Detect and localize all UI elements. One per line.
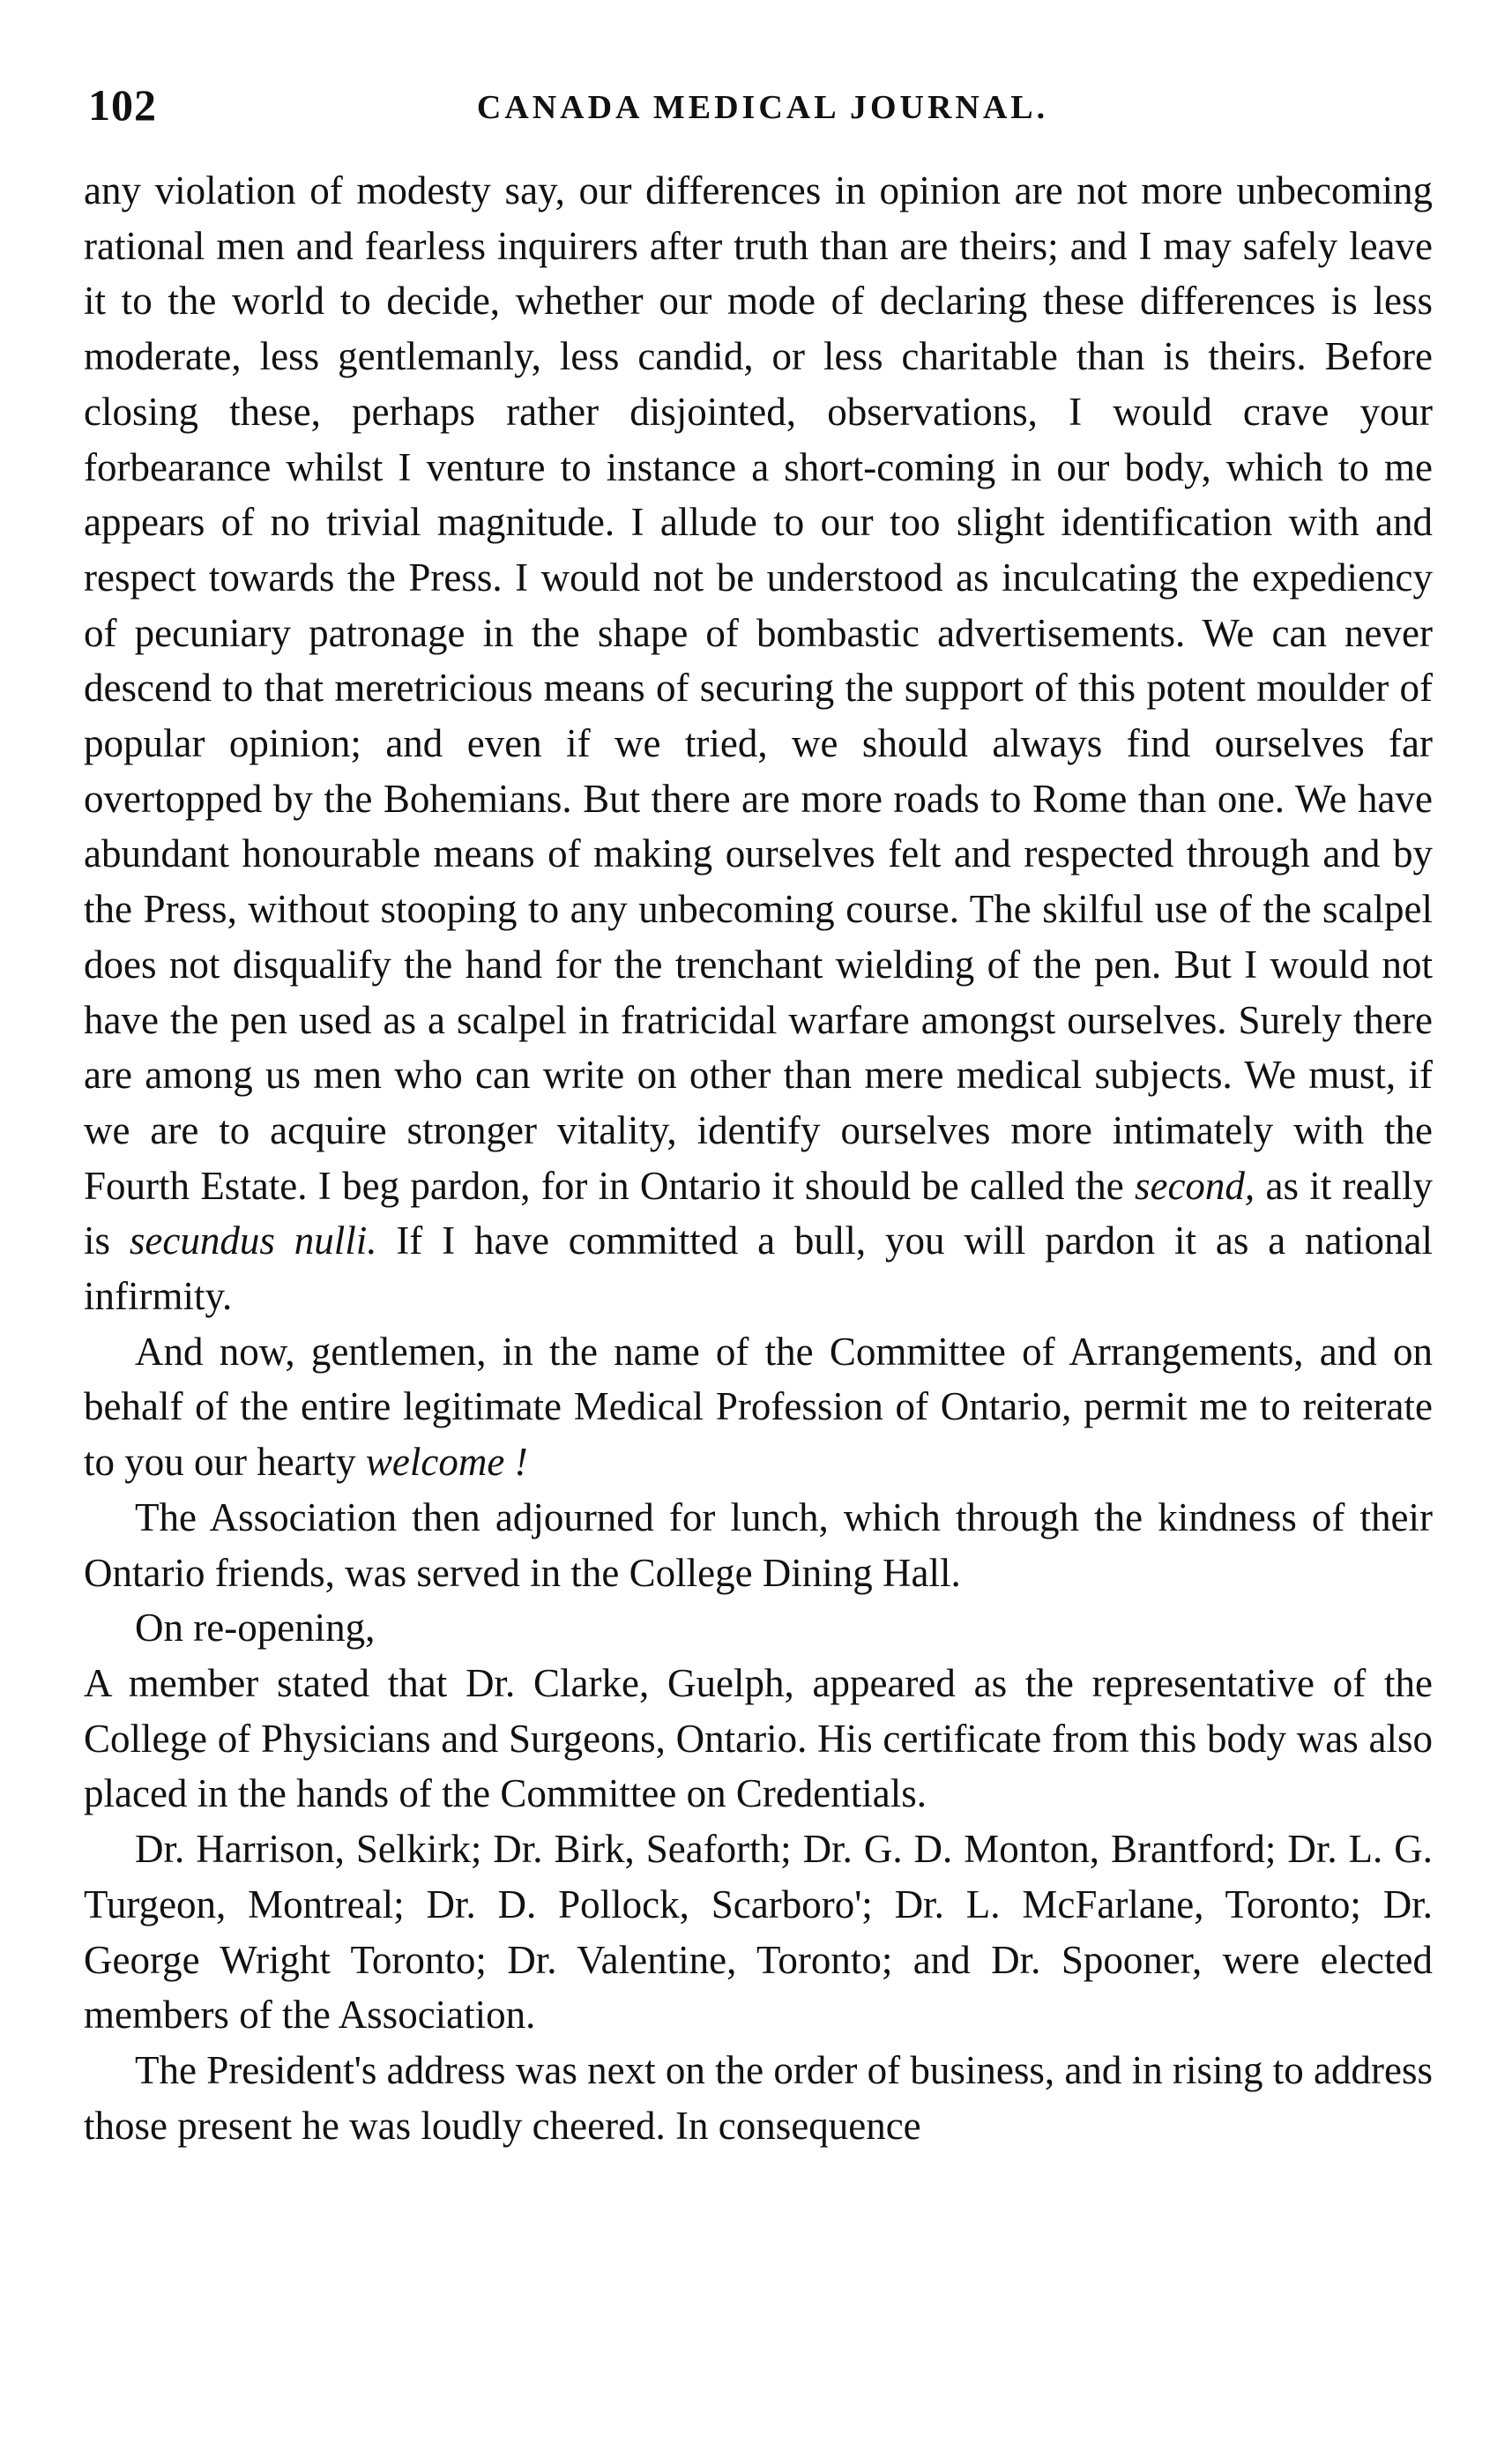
paragraph-presidents-address: The President's address was next on the order of business, and in rising to address those present he was loudly cheered. In consequence: [84, 2047, 1433, 2148]
paragraph-text: any violation of modesty say, our differences in opinion are not more unbecoming rational men and fearless inquirers after truth than are theirs; and I may safely leave it to the world to decide, whether our mode of declaring these differences is less moderate, less gentlemanly, less candid, or less charitable than is theirs. Before closing these, perhaps rather disjointed, observations, I would crave your forbearance whilst I venture to instance a short-coming in our body, which to me appears of no trivial magnitude. I allude to our too slight identification with and respect towards the Press. I would not be understood as inculcating the expediency of pecuniary patronage in the shape of bombastic advertisements. We can never descend to that meretricious means of securing the support of this potent moulder of popular opinion; and even if we tried, we should always find ourselves far overtopped by the Bohemians. But there are more roads to Rome than one. We have abundant honourable means of making ourselves felt and respected through and by the Press, without stooping to any unbecoming course. The skilful use of the scalpel does not disqualify the hand for the trenchant wielding of the pen. But I would not have the pen used as a scalpel in fratricidal warfare amongst ourselves. Surely there are among us men who can write on other than mere medical subjects. We must, if we are to acquire stronger vitality, identify ourselves more intimately with the Fourth Estate. I beg pardon, for in Ontario it should be called the: [84, 168, 1433, 1208]
running-title: CANADA MEDICAL JOURNAL.: [476, 89, 1049, 126]
paragraph-welcome: [84, 1324, 1433, 1490]
page-number: 102: [88, 80, 157, 130]
paragraph-text: If I have committed a bull, you will pardon it as a national infirmity.: [84, 1218, 1434, 1319]
italic-secundus-nulli: secundus nulli.: [129, 1218, 377, 1263]
paragraph-text: And now, gentlemen, in the name of the Committee of Arrangements, and on behalf of the entire legitimate Medical Profession of Ontario, permit me to reiterate to you our hearty: [84, 1329, 1433, 1485]
article-body: [84, 163, 1433, 2153]
paragraph-lunch: The Association then adjourned for lunch, which through the kindness of their Ontario friends, was served in the College Dining Hall.: [84, 1494, 1433, 1595]
paragraph-representative: A member stated that Dr. Clarke, Guelph, appeared as the representative of the College of Physicians and Surgeons, Ontario. His certificate from this body was also placed in the hands of the Committee on Credentials.: [84, 1660, 1433, 1816]
italic-second: second,: [1134, 1163, 1255, 1208]
page-header: [88, 62, 1437, 132]
paragraph-reopening: On re-opening,: [135, 1606, 376, 1651]
italic-welcome: welcome !: [365, 1440, 528, 1485]
paragraph-address-continuation: [84, 163, 1433, 1324]
paragraph-new-members: Dr. Harrison, Selkirk; Dr. Birk, Seaforth; Dr. G. D. Monton, Brantford; Dr. L. G. Turgeon, Montreal; Dr. D. Pollock, Scarboro'; Dr. L. McFarlane, Toronto; Dr. George Wright Toronto; Dr. Valentine, Toronto; and Dr. Spooner, were elected members of the Association.: [84, 1827, 1433, 2038]
paragraph-text: as it really is: [84, 1163, 1433, 1263]
